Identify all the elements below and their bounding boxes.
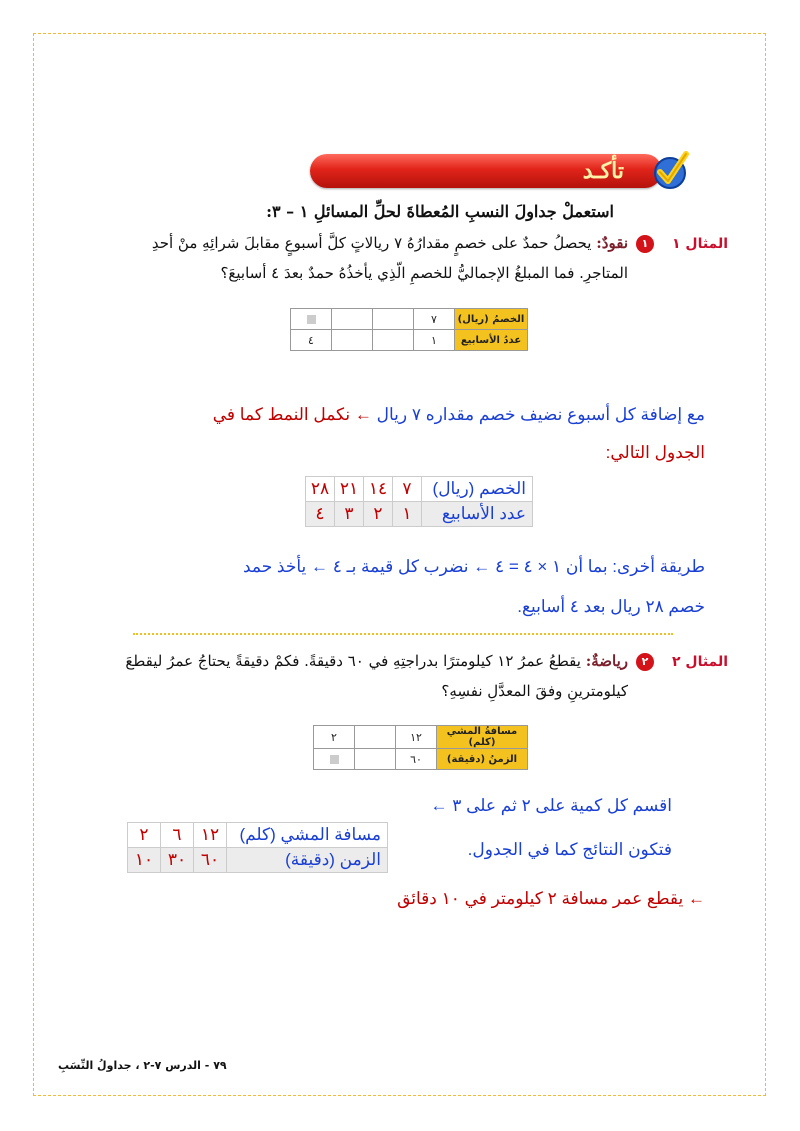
answer-1-line-1 — [213, 405, 705, 425]
other-way-line-1 — [243, 557, 705, 577]
conclusion-text: يقطع عمر مسافة ٢ كيلومتر في ١٠ دقائق — [397, 889, 684, 908]
problem-2-number: ٢ — [636, 653, 654, 671]
page-footer: ٧٩ - الدرس ٧-٢ ، جداولُ النِّسَبِ — [58, 1059, 227, 1072]
table-row — [306, 502, 533, 527]
table-cell: ٢ — [314, 726, 355, 749]
table-header-cell: عددُ الأسابيع — [455, 330, 528, 351]
problem-1-number: ١ — [636, 235, 654, 253]
table-row — [291, 330, 528, 351]
problem-1-line-2: المتاجرِ. فما المبلغُ الإجماليُّ للخصمِ الّذِي يأخذُهُ حمدٌ بعدَ ٤ أسابيعَ؟ — [220, 264, 628, 282]
table-cell: ٢١ — [335, 477, 364, 502]
other-way-line-2: خصم ٢٨ ريال بعد ٤ أسابيع. — [517, 597, 705, 616]
table-header-cell: الخصمُ (ريال) — [455, 309, 528, 330]
table-cell: ١٤ — [364, 477, 393, 502]
table-cell: ١٠ — [128, 848, 161, 873]
table-cell — [332, 330, 373, 351]
problem-2-keyword: رياضةٌ: — [585, 652, 628, 670]
table-cell: ٢ — [364, 502, 393, 527]
answer-placeholder-cell — [291, 309, 332, 330]
table-cell: ٢٨ — [306, 477, 335, 502]
table-cell — [332, 309, 373, 330]
instructions-heading: استعملْ جداولَ النسبِ المُعطاةَ لحلِّ المسائلِ ١ – ٣: — [266, 202, 614, 221]
table-cell: ٦٠ — [194, 848, 227, 873]
answer-2-table — [127, 822, 388, 873]
table-cell — [373, 309, 414, 330]
table-header-cell: الخصم (ريال) — [422, 477, 533, 502]
arrow-left-icon: ← — [430, 796, 448, 815]
answer-2-conclusion — [397, 889, 705, 909]
table-row — [128, 848, 388, 873]
table-cell: ٤ — [291, 330, 332, 351]
table-cell — [355, 726, 396, 749]
other-way-middle: نضرب كل قيمة بـ ٤ — [332, 557, 469, 576]
table-cell: ١ — [414, 330, 455, 351]
answer-1-explanation: مع إضافة كل أسبوع نضيف خصم مقداره ٧ ريال — [376, 405, 705, 424]
problem-2-text-1: يقطعُ عمرُ ١٢ كيلومترًا بدراجتِهِ في ٦٠ دقيقةً. فكمْ دقيقةً يحتاجُ عمرُ ليقطعَ — [125, 652, 581, 670]
problem-2-line-2: كيلومترينِ وفقَ المعدَّلِ نفسِهِ؟ — [441, 682, 628, 700]
answer-placeholder-cell — [314, 749, 355, 770]
problem-1-table — [290, 308, 528, 351]
problem-2-line-1 — [125, 646, 628, 676]
table-header-cell: مسافة المشي (كلم) — [227, 823, 388, 848]
table-row — [314, 726, 528, 749]
table-cell: ٣ — [335, 502, 364, 527]
banner-title: تأكـد — [582, 158, 624, 184]
arrow-left-icon: ← — [354, 405, 372, 424]
section-divider — [133, 633, 673, 635]
answer-box-icon — [307, 315, 316, 324]
arrow-left-icon: ← — [688, 889, 705, 908]
table-cell: ٣٠ — [161, 848, 194, 873]
table-cell — [355, 749, 396, 770]
lesson-title: الدرس ٧-٢ ، جداولُ النِّسَبِ — [58, 1059, 201, 1072]
problem-1-line-1 — [152, 228, 628, 258]
answer-2-line-1 — [431, 796, 672, 816]
arrow-left-icon: ← — [473, 557, 491, 576]
check-banner — [310, 148, 690, 192]
table-cell — [373, 330, 414, 351]
problem-1-keyword: نقودٌ: — [596, 234, 628, 252]
problem-2-table — [313, 725, 528, 770]
problem-1-text-1: يحصلُ حمدٌ على خصمٍ مقدارُهُ ٧ ريالاتٍ كلَّ أسبوعٍ مقابلَ شرائِهِ منْ أحدِ — [151, 234, 592, 252]
checkmark-icon — [646, 148, 690, 192]
table-cell: ١٢ — [396, 726, 437, 749]
other-way-end: يأخذ حمد — [242, 557, 307, 576]
answer-1-line-2: الجدول التالي: — [605, 443, 705, 462]
table-cell: ٧ — [393, 477, 422, 502]
example-1-label: المثال ١ — [672, 236, 728, 252]
table-cell: ٢ — [128, 823, 161, 848]
table-cell: ٦٠ — [396, 749, 437, 770]
table-row — [306, 477, 533, 502]
arrow-left-icon: ← — [311, 557, 328, 576]
other-way-start: طريقة أخرى: بما أن ١ × ٤ = ٤ — [494, 557, 705, 576]
table-cell: ١ — [393, 502, 422, 527]
page-number: ٧٩ — [213, 1059, 227, 1072]
table-row — [314, 749, 528, 770]
answer-box-icon — [330, 755, 339, 764]
table-header-cell: مسافةُ المشي (كلم) — [437, 726, 528, 749]
answer-1-table — [305, 476, 533, 527]
table-cell: ٧ — [414, 309, 455, 330]
answer-2-instruction: اقسم كل كمية على ٢ ثم على ٣ — [452, 796, 672, 815]
table-cell: ٤ — [306, 502, 335, 527]
table-cell: ٦ — [161, 823, 194, 848]
answer-1-continue: نكمل النمط كما في — [212, 405, 351, 424]
table-header-cell: عدد الأسابيع — [422, 502, 533, 527]
answer-2-line-2: فتكون النتائج كما في الجدول. — [467, 840, 672, 859]
example-2-label: المثال ٢ — [672, 654, 728, 670]
table-header-cell: الزمنُ (دقيقة) — [437, 749, 528, 770]
table-row — [291, 309, 528, 330]
table-header-cell: الزمن (دقيقة) — [227, 848, 388, 873]
table-cell: ١٢ — [194, 823, 227, 848]
table-row — [128, 823, 388, 848]
